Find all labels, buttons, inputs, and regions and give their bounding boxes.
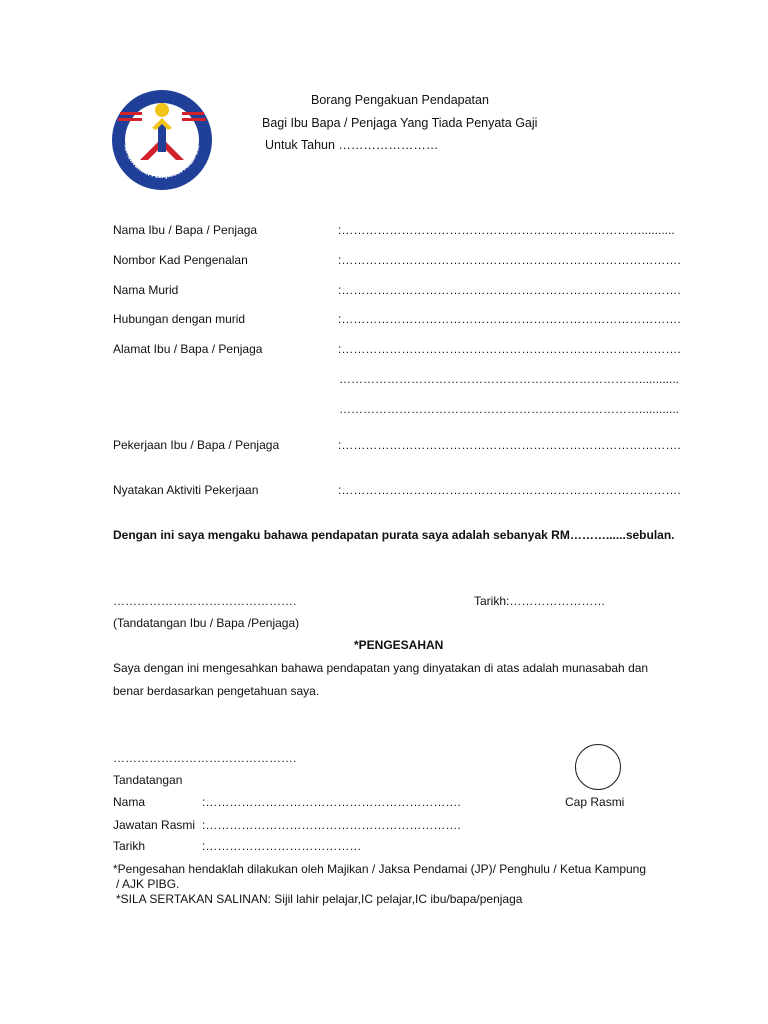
field-label-address: Alamat Ibu / Bapa / Penjaga <box>113 342 263 356</box>
parent-signature-line[interactable]: ………………………………………. <box>113 594 297 608</box>
year-line: Untuk Tahun …………………… <box>265 138 439 152</box>
parent-signature-caption: (Tandatangan Ibu / Bapa /Penjaga) <box>113 616 300 630</box>
field-value-occupation[interactable]: :…………………………………………………………………………. <box>338 438 681 452</box>
field-label-occupation: Pekerjaan Ibu / Bapa / Penjaga <box>113 438 280 452</box>
official-stamp-label: Cap Rasmi <box>565 795 625 809</box>
field-label-relationship: Hubungan dengan murid <box>113 312 246 326</box>
verification-heading: *PENGESAHAN <box>354 638 444 652</box>
address-line-2[interactable]: …………………………………………………………………............ <box>339 372 680 386</box>
verifier-name-label: Nama <box>113 795 146 809</box>
field-value-relationship[interactable]: :…………………………………………………………………………. <box>338 312 681 326</box>
form-subtitle: Bagi Ibu Bapa / Penjaga Yang Tiada Penyata Gaji <box>262 116 538 130</box>
field-label-student-name: Nama Murid <box>113 283 179 297</box>
signature-date[interactable]: Tarikh:…………………… <box>474 594 606 608</box>
field-value-address[interactable]: :…………………………………………………………………………. <box>338 342 681 356</box>
note-verification-line2: / AJK PIBG. <box>116 877 180 891</box>
field-value-work-activity[interactable]: :…………………………………………………………………………. <box>338 483 681 497</box>
verifier-position-label: Jawatan Rasmi <box>113 818 196 832</box>
verifier-date-label: Tarikh <box>113 839 146 853</box>
svg-text:KEMENTERIAN PELAJARAN MALAYSIA: KEMENTERIAN PELAJARAN MALAYSIA <box>122 144 202 181</box>
note-verification-line1: *Pengesahan hendaklah dilakukan oleh Majikan / Jaksa Pendamai (JP)/ Penghulu / Ketua Kampung <box>113 862 647 876</box>
form-title: Borang Pengakuan Pendapatan <box>311 93 489 107</box>
verifier-signature-label: Tandatangan <box>113 773 183 787</box>
note-attachments: *SILA SERTAKAN SALINAN: Sijil lahir pelajar,IC pelajar,IC ibu/bapa/penjaga <box>116 892 523 906</box>
ministry-logo <box>110 88 214 192</box>
verification-text-line2: benar berdasarkan pengetahuan saya. <box>113 684 320 698</box>
income-declaration: Dengan ini saya mengaku bahawa pendapatan purata saya adalah sebanyak RM………......sebulan. <box>113 528 675 542</box>
field-label-parent-name: Nama Ibu / Bapa / Penjaga <box>113 223 258 237</box>
verifier-position-value[interactable]: :………………………………………………………. <box>202 818 461 832</box>
field-label-work-activity: Nyatakan Aktiviti Pekerjaan <box>113 483 259 497</box>
verifier-signature-line[interactable]: ………………………………………. <box>113 751 297 765</box>
address-line-3[interactable]: …………………………………………………………………............ <box>339 402 680 416</box>
verification-text-line1: Saya dengan ini mengesahkan bahawa pendapatan yang dinyatakan di atas adalah munasabah dan <box>113 661 649 675</box>
field-value-parent-name[interactable]: :………………………………………………………………….......... <box>338 223 675 237</box>
official-stamp-circle <box>575 744 621 790</box>
field-label-ic-number: Nombor Kad Pengenalan <box>113 253 248 267</box>
field-value-student-name[interactable]: :…………………………………………………………………………. <box>338 283 681 297</box>
verifier-date-value[interactable]: :………………………………… <box>202 839 362 853</box>
field-value-ic-number[interactable]: :…………………………………………………………………………. <box>338 253 681 267</box>
verifier-name-value[interactable]: :………………………………………………………. <box>202 795 461 809</box>
